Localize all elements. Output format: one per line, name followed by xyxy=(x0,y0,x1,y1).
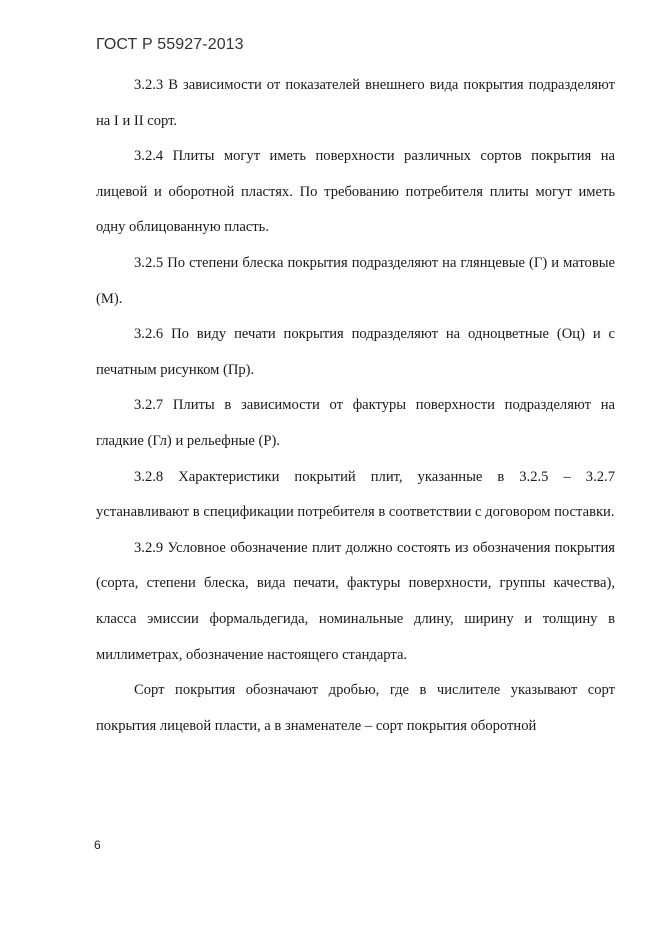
page-number: 6 xyxy=(94,838,101,852)
paragraph-3-2-4: 3.2.4 Плиты могут иметь поверхности различных сортов покрытия на лицевой и оборотной пластях. По требованию потребителя плиты могут иметь одну облицованную пласть. xyxy=(96,148,615,236)
paragraph-3-2-3: 3.2.3 В зависимости от показателей внешнего вида покрытия подразделяют на I и II сорт. xyxy=(96,77,615,129)
paragraph-3-2-9: 3.2.9 Условное обозначение плит должно состоять из обозначения покрытия (сорта, степени блеска, вида печати, фактуры поверхности, группы качества), класса эмиссии формальдегида, номинальные длину, ширину и толщину в миллиметрах, обозначение настоящего стандарта. xyxy=(96,539,615,663)
paragraph-3-2-6: 3.2.6 По виду печати покрытия подразделяют на одноцветные (Оц) и с печатным рисунком (Пр). xyxy=(96,326,615,378)
paragraph-3-2-7: 3.2.7 Плиты в зависимости от фактуры поверхности подразделяют на гладкие (Гл) и рельефные (Р). xyxy=(96,397,615,449)
document-body xyxy=(96,68,615,744)
paragraph-3-2-5: 3.2.5 По степени блеска покрытия подразделяют на глянцевые (Г) и матовые (М). xyxy=(96,254,615,307)
document-header-standard-code: ГОСТ Р 55927-2013 xyxy=(96,36,244,53)
paragraph-3-2-8: 3.2.8 Характеристики покрытий плит, указанные в 3.2.5 – 3.2.7 устанавливают в спецификации потребителя в соответствии с договором поставки. xyxy=(96,468,615,521)
paragraph-coating-grade: Сорт покрытия обозначают дробью, где в числителе указывают сорт покрытия лицевой пласти, а в знаменателе – сорт покрытия оборотной xyxy=(96,682,615,734)
